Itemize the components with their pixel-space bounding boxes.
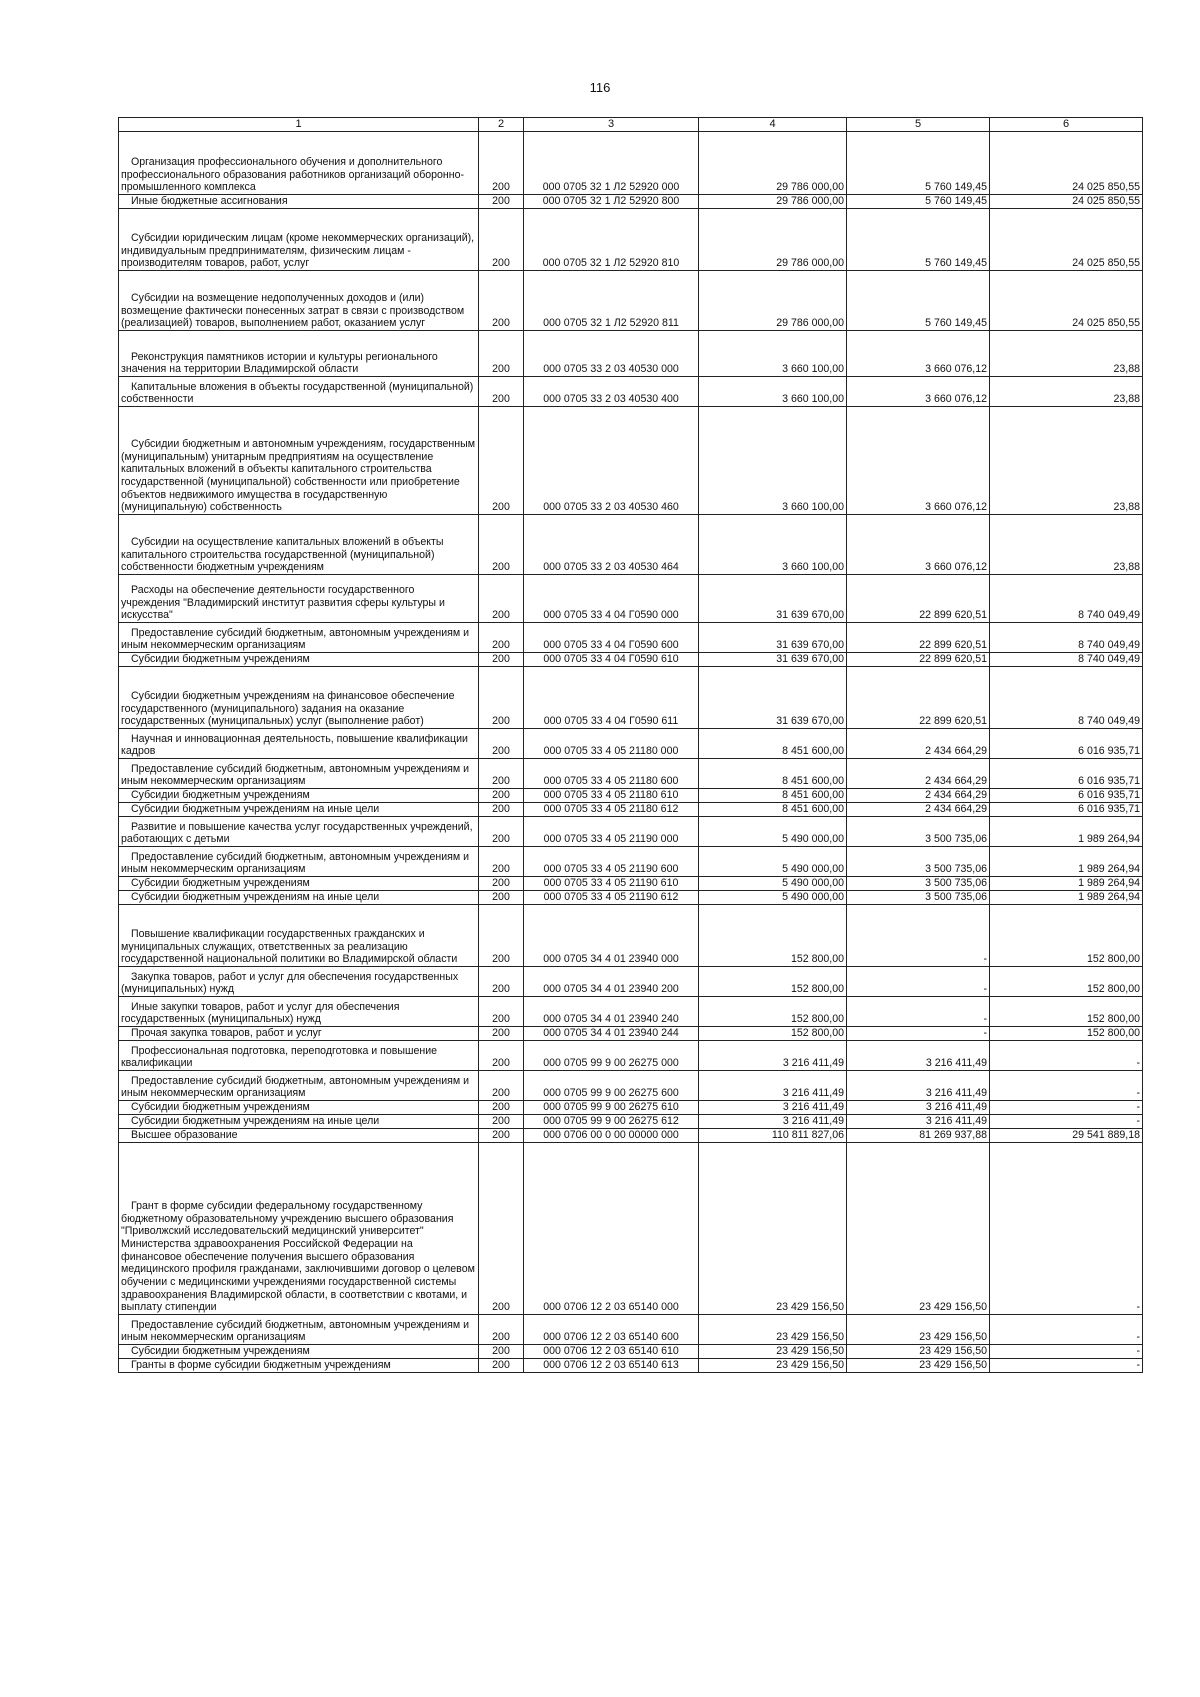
row-col4-cell: 5 490 000,00 — [699, 877, 847, 891]
row-kbk-cell: 000 0706 12 2 03 65140 600 — [524, 1315, 699, 1345]
row-col6-cell: - — [990, 1143, 1143, 1315]
row-name-cell — [119, 331, 479, 377]
row-col5-cell: - — [847, 1027, 990, 1041]
row-name-text: Субсидии бюджетным учреждениям — [131, 653, 310, 666]
row-kbk-cell: 000 0705 33 2 03 40530 460 — [524, 407, 699, 515]
row-kbk-cell: 000 0705 33 4 05 21190 610 — [524, 877, 699, 891]
row-code-cell: 200 — [479, 132, 524, 195]
row-code-cell: 200 — [479, 209, 524, 271]
row-col6-cell: - — [990, 1345, 1143, 1359]
row-col4-cell: 8 451 600,00 — [699, 803, 847, 817]
table-row — [119, 759, 1143, 789]
row-code-cell: 200 — [479, 575, 524, 623]
row-code-cell: 200 — [479, 1041, 524, 1071]
row-col4-cell: 3 660 100,00 — [699, 407, 847, 515]
row-name-cell — [119, 575, 479, 623]
row-col6-cell: 6 016 935,71 — [990, 789, 1143, 803]
row-col6-cell: - — [990, 1315, 1143, 1345]
row-code-cell: 200 — [479, 729, 524, 759]
table-row — [119, 1129, 1143, 1143]
row-code-cell: 200 — [479, 803, 524, 817]
header-cell-3: 3 — [524, 118, 699, 132]
row-col6-cell: 1 989 264,94 — [990, 817, 1143, 847]
row-col5-cell: 3 500 735,06 — [847, 817, 990, 847]
row-kbk-cell: 000 0705 32 1 Л2 52920 800 — [524, 195, 699, 209]
row-col4-cell: 29 786 000,00 — [699, 195, 847, 209]
row-col5-cell: 3 660 076,12 — [847, 377, 990, 407]
table-row — [119, 331, 1143, 377]
row-code-cell: 200 — [479, 847, 524, 877]
row-col6-cell: - — [990, 1041, 1143, 1071]
row-name-cell — [119, 891, 479, 905]
table-row — [119, 1345, 1143, 1359]
row-code-cell: 200 — [479, 653, 524, 667]
header-row — [119, 118, 1143, 132]
row-name-cell — [119, 515, 479, 575]
row-col5-cell: 81 269 937,88 — [847, 1129, 990, 1143]
row-col5-cell: 3 216 411,49 — [847, 1101, 990, 1115]
table-row — [119, 515, 1143, 575]
row-name-cell — [119, 1027, 479, 1041]
row-name-cell — [119, 132, 479, 195]
row-col5-cell: 2 434 664,29 — [847, 759, 990, 789]
row-col6-cell: 1 989 264,94 — [990, 847, 1143, 877]
row-name-text: Субсидии бюджетным учреждениям — [131, 877, 310, 890]
row-code-cell: 200 — [479, 1101, 524, 1115]
row-name-text: Научная и инновационная деятельность, повышение квалификации кадров — [121, 732, 468, 758]
row-name-text: Иные бюджетные ассигнования — [131, 195, 288, 208]
row-code-cell: 200 — [479, 759, 524, 789]
row-name-text: Грант в форме субсидии федеральному государственному бюджетному образовательному учреждению высшего образования "Приволжский исследовательский медицинский университет" Министерства здравоохранения Российской Федерации на финансовое обеспечение получения высшего образования медицинского профиля гражданами, заключившими договор о целевом обучении с медицинскими учреждениями государственной системы здравоохранения Владимирской области, в соответствии с квотами, и выплату стипендии — [121, 1199, 475, 1314]
row-name-cell — [119, 1071, 479, 1101]
row-code-cell: 200 — [479, 195, 524, 209]
row-name-text: Предоставление субсидий бюджетным, автономным учреждениям и иным некоммерческим организациям — [121, 1318, 470, 1344]
row-code-cell: 200 — [479, 1345, 524, 1359]
row-col6-cell: 8 740 049,49 — [990, 653, 1143, 667]
row-col6-cell: 152 800,00 — [990, 967, 1143, 997]
row-name-text: Прочая закупка товаров, работ и услуг — [131, 1027, 322, 1040]
row-name-cell — [119, 729, 479, 759]
row-name-cell — [119, 967, 479, 997]
table-row — [119, 271, 1143, 331]
row-col5-cell: 2 434 664,29 — [847, 803, 990, 817]
table-row — [119, 407, 1143, 515]
row-name-cell — [119, 1101, 479, 1115]
table-row — [119, 1315, 1143, 1345]
row-name-text: Повышение квалификации государственных гражданских и муниципальных служащих, ответственных за реализацию государственной национальной политики во Владимирской области — [121, 928, 458, 966]
row-col4-cell: 152 800,00 — [699, 1027, 847, 1041]
row-name-cell — [119, 759, 479, 789]
table-row — [119, 789, 1143, 803]
row-kbk-cell: 000 0705 34 4 01 23940 000 — [524, 905, 699, 967]
row-kbk-cell: 000 0705 32 1 Л2 52920 000 — [524, 132, 699, 195]
row-col4-cell: 5 490 000,00 — [699, 817, 847, 847]
row-col4-cell: 152 800,00 — [699, 967, 847, 997]
row-name-text: Гранты в форме субсидии бюджетным учреждениям — [131, 1359, 391, 1372]
row-name-text: Субсидии бюджетным учреждениям на финансовое обеспечение государственного (муниципального) задания на оказание государственных (муниципальных) услуг (выполнение работ) — [121, 690, 455, 728]
row-col5-cell: 2 434 664,29 — [847, 789, 990, 803]
table-row — [119, 877, 1143, 891]
table-row — [119, 1071, 1143, 1101]
table-row — [119, 667, 1143, 729]
row-kbk-cell: 000 0705 32 1 Л2 52920 811 — [524, 271, 699, 331]
row-code-cell: 200 — [479, 905, 524, 967]
row-name-text: Капитальные вложения в объекты государственной (муниципальной) собственности — [121, 380, 474, 406]
row-name-cell — [119, 789, 479, 803]
row-name-text: Субсидии бюджетным учреждениям — [131, 1101, 310, 1114]
row-kbk-cell: 000 0705 99 9 00 26275 000 — [524, 1041, 699, 1071]
row-name-cell — [119, 195, 479, 209]
row-col5-cell: 2 434 664,29 — [847, 729, 990, 759]
row-col6-cell: - — [990, 1101, 1143, 1115]
row-name-cell — [119, 905, 479, 967]
row-code-cell: 200 — [479, 1129, 524, 1143]
row-code-cell: 200 — [479, 997, 524, 1027]
row-kbk-cell: 000 0705 99 9 00 26275 612 — [524, 1115, 699, 1129]
row-code-cell: 200 — [479, 967, 524, 997]
row-col5-cell: 3 500 735,06 — [847, 847, 990, 877]
row-kbk-cell: 000 0705 33 2 03 40530 464 — [524, 515, 699, 575]
row-code-cell: 200 — [479, 377, 524, 407]
row-col6-cell: 23,88 — [990, 515, 1143, 575]
row-col5-cell: 3 216 411,49 — [847, 1115, 990, 1129]
row-col5-cell: 22 899 620,51 — [847, 623, 990, 653]
row-col5-cell: - — [847, 905, 990, 967]
table-row — [119, 132, 1143, 195]
row-col5-cell: 5 760 149,45 — [847, 132, 990, 195]
row-kbk-cell: 000 0705 34 4 01 23940 240 — [524, 997, 699, 1027]
row-col4-cell: 31 639 670,00 — [699, 667, 847, 729]
row-name-text: Субсидии бюджетным учреждениям на иные цели — [131, 891, 380, 904]
header-cell-6: 6 — [990, 118, 1143, 132]
row-name-cell — [119, 623, 479, 653]
row-code-cell: 200 — [479, 667, 524, 729]
header-cell-5: 5 — [847, 118, 990, 132]
row-col4-cell: 8 451 600,00 — [699, 759, 847, 789]
row-col6-cell: 6 016 935,71 — [990, 759, 1143, 789]
row-kbk-cell: 000 0705 33 4 05 21190 600 — [524, 847, 699, 877]
row-code-cell: 200 — [479, 1143, 524, 1315]
row-col4-cell: 3 216 411,49 — [699, 1041, 847, 1071]
row-kbk-cell: 000 0705 33 4 04 Г0590 600 — [524, 623, 699, 653]
row-kbk-cell: 000 0705 33 4 05 21180 612 — [524, 803, 699, 817]
row-col5-cell: 5 760 149,45 — [847, 195, 990, 209]
table-row — [119, 377, 1143, 407]
row-col5-cell: 5 760 149,45 — [847, 209, 990, 271]
row-kbk-cell: 000 0705 33 4 05 21180 600 — [524, 759, 699, 789]
row-col4-cell: 3 216 411,49 — [699, 1115, 847, 1129]
row-name-cell — [119, 209, 479, 271]
row-name-cell — [119, 1143, 479, 1315]
table-row — [119, 729, 1143, 759]
row-kbk-cell: 000 0705 33 4 05 21180 000 — [524, 729, 699, 759]
row-name-cell — [119, 1115, 479, 1129]
row-col5-cell: 22 899 620,51 — [847, 667, 990, 729]
table-row — [119, 891, 1143, 905]
row-col6-cell: 1 989 264,94 — [990, 891, 1143, 905]
row-col6-cell: - — [990, 1115, 1143, 1129]
row-name-text: Предоставление субсидий бюджетным, автономным учреждениям и иным некоммерческим организациям — [121, 762, 470, 788]
row-kbk-cell: 000 0706 00 0 00 00000 000 — [524, 1129, 699, 1143]
row-kbk-cell: 000 0705 33 4 05 21190 000 — [524, 817, 699, 847]
row-col6-cell: 29 541 889,18 — [990, 1129, 1143, 1143]
row-kbk-cell: 000 0706 12 2 03 65140 613 — [524, 1359, 699, 1373]
table-row — [119, 967, 1143, 997]
row-col5-cell: 3 500 735,06 — [847, 891, 990, 905]
row-name-cell — [119, 877, 479, 891]
row-code-cell: 200 — [479, 789, 524, 803]
row-code-cell: 200 — [479, 817, 524, 847]
row-col6-cell: 152 800,00 — [990, 997, 1143, 1027]
row-name-text: Предоставление субсидий бюджетным, автономным учреждениям и иным некоммерческим организациям — [121, 1074, 470, 1100]
table-row — [119, 803, 1143, 817]
row-col5-cell: 3 660 076,12 — [847, 331, 990, 377]
row-kbk-cell: 000 0705 34 4 01 23940 200 — [524, 967, 699, 997]
row-col6-cell: 24 025 850,55 — [990, 209, 1143, 271]
row-name-text: Иные закупки товаров, работ и услуг для обеспечения государственных (муниципальных) нужд — [121, 1000, 400, 1026]
row-col5-cell: 23 429 156,50 — [847, 1143, 990, 1315]
row-name-cell — [119, 407, 479, 515]
row-code-cell: 200 — [479, 515, 524, 575]
header-cell-4: 4 — [699, 118, 847, 132]
row-name-cell — [119, 653, 479, 667]
row-col4-cell: 3 216 411,49 — [699, 1071, 847, 1101]
row-name-cell — [119, 271, 479, 331]
row-col4-cell: 3 660 100,00 — [699, 515, 847, 575]
table-row — [119, 997, 1143, 1027]
row-col4-cell: 8 451 600,00 — [699, 789, 847, 803]
row-kbk-cell: 000 0705 33 2 03 40530 400 — [524, 377, 699, 407]
row-name-cell — [119, 1359, 479, 1373]
row-kbk-cell: 000 0705 33 4 05 21190 612 — [524, 891, 699, 905]
row-col4-cell: 29 786 000,00 — [699, 209, 847, 271]
row-name-text: Субсидии бюджетным учреждениям — [131, 1345, 310, 1358]
table-row — [119, 1041, 1143, 1071]
row-col6-cell: - — [990, 1071, 1143, 1101]
row-col4-cell: 29 786 000,00 — [699, 271, 847, 331]
row-name-text: Субсидии юридическим лицам (кроме некоммерческих организаций), индивидуальным предпринимателям, физическим лицам - производителям товаров, работ, услуг — [121, 232, 475, 270]
row-col6-cell: - — [990, 1359, 1143, 1373]
row-kbk-cell: 000 0705 33 2 03 40530 000 — [524, 331, 699, 377]
row-name-text: Высшее образование — [131, 1129, 238, 1142]
row-name-cell — [119, 997, 479, 1027]
table-row — [119, 209, 1143, 271]
row-name-cell — [119, 377, 479, 407]
row-name-text: Субсидии бюджетным учреждениям на иные цели — [131, 1115, 380, 1128]
row-col5-cell: 23 429 156,50 — [847, 1359, 990, 1373]
row-col6-cell: 24 025 850,55 — [990, 271, 1143, 331]
row-col6-cell: 6 016 935,71 — [990, 803, 1143, 817]
table-row — [119, 195, 1143, 209]
row-col4-cell: 152 800,00 — [699, 997, 847, 1027]
row-name-text: Реконструкция памятников истории и культуры регионального значения на территории Владимирской области — [121, 350, 438, 376]
row-col6-cell: 23,88 — [990, 331, 1143, 377]
row-col6-cell: 8 740 049,49 — [990, 575, 1143, 623]
row-name-text: Субсидии бюджетным и автономным учреждениям, государственным (муниципальным) унитарным предприятиям на осуществление капитальных вложений в объекты капитального строительства государственной (муниципальной) собственности или приобретение объектов недвижимого имущества в государственную (муниципальную) собственность — [121, 437, 476, 514]
table-body — [119, 132, 1143, 1373]
row-name-text: Расходы на обеспечение деятельности государственного учреждения "Владимирский институт развития сферы культуры и искусства" — [121, 584, 445, 622]
row-col4-cell: 23 429 156,50 — [699, 1359, 847, 1373]
row-name-text: Предоставление субсидий бюджетным, автономным учреждениям и иным некоммерческим организациям — [121, 626, 470, 652]
row-name-text: Предоставление субсидий бюджетным, автономным учреждениям и иным некоммерческим организациям — [121, 850, 470, 876]
row-name-text: Профессиональная подготовка, переподготовка и повышение квалификации — [121, 1044, 438, 1070]
row-col6-cell: 1 989 264,94 — [990, 877, 1143, 891]
row-name-cell — [119, 667, 479, 729]
row-code-cell: 200 — [479, 623, 524, 653]
row-name-cell — [119, 817, 479, 847]
row-code-cell: 200 — [479, 1115, 524, 1129]
row-col5-cell: 22 899 620,51 — [847, 575, 990, 623]
table-row — [119, 1027, 1143, 1041]
budget-table — [118, 117, 1143, 1373]
row-col4-cell: 3 660 100,00 — [699, 331, 847, 377]
row-col5-cell: 5 760 149,45 — [847, 271, 990, 331]
row-code-cell: 200 — [479, 1315, 524, 1345]
row-col6-cell: 24 025 850,55 — [990, 132, 1143, 195]
row-col5-cell: - — [847, 967, 990, 997]
row-col6-cell: 8 740 049,49 — [990, 667, 1143, 729]
page-number: 116 — [589, 80, 611, 95]
row-col6-cell: 6 016 935,71 — [990, 729, 1143, 759]
table-row — [119, 817, 1143, 847]
row-col5-cell: - — [847, 997, 990, 1027]
row-kbk-cell: 000 0706 12 2 03 65140 610 — [524, 1345, 699, 1359]
row-col4-cell: 8 451 600,00 — [699, 729, 847, 759]
table-row — [119, 1101, 1143, 1115]
row-col4-cell: 152 800,00 — [699, 905, 847, 967]
row-col6-cell: 152 800,00 — [990, 905, 1143, 967]
row-col5-cell: 3 660 076,12 — [847, 515, 990, 575]
row-col5-cell: 3 660 076,12 — [847, 407, 990, 515]
row-col4-cell: 23 429 156,50 — [699, 1143, 847, 1315]
row-code-cell: 200 — [479, 891, 524, 905]
table-row — [119, 653, 1143, 667]
row-col5-cell: 23 429 156,50 — [847, 1345, 990, 1359]
row-kbk-cell: 000 0705 32 1 Л2 52920 810 — [524, 209, 699, 271]
row-kbk-cell: 000 0705 33 4 05 21180 610 — [524, 789, 699, 803]
table-row — [119, 905, 1143, 967]
row-name-cell — [119, 803, 479, 817]
row-col4-cell: 31 639 670,00 — [699, 623, 847, 653]
row-name-cell — [119, 1041, 479, 1071]
row-col4-cell: 29 786 000,00 — [699, 132, 847, 195]
table-row — [119, 623, 1143, 653]
row-col6-cell: 8 740 049,49 — [990, 623, 1143, 653]
header-cell-2: 2 — [479, 118, 524, 132]
row-name-text: Субсидии бюджетным учреждениям на иные цели — [131, 803, 380, 816]
row-code-cell: 200 — [479, 1027, 524, 1041]
row-col4-cell: 5 490 000,00 — [699, 847, 847, 877]
row-col4-cell: 31 639 670,00 — [699, 653, 847, 667]
row-name-text: Организация профессионального обучения и дополнительного профессионального образования работников организаций оборонно-промышленного комплекса — [121, 156, 465, 194]
row-name-cell — [119, 847, 479, 877]
row-col4-cell: 31 639 670,00 — [699, 575, 847, 623]
row-code-cell: 200 — [479, 331, 524, 377]
table-row — [119, 575, 1143, 623]
row-name-text: Субсидии бюджетным учреждениям — [131, 789, 310, 802]
row-col4-cell: 23 429 156,50 — [699, 1315, 847, 1345]
row-kbk-cell: 000 0705 34 4 01 23940 244 — [524, 1027, 699, 1041]
row-col5-cell: 22 899 620,51 — [847, 653, 990, 667]
row-code-cell: 200 — [479, 1071, 524, 1101]
row-col4-cell: 3 216 411,49 — [699, 1101, 847, 1115]
table-row — [119, 1115, 1143, 1129]
row-kbk-cell: 000 0705 33 4 04 Г0590 000 — [524, 575, 699, 623]
row-col6-cell: 152 800,00 — [990, 1027, 1143, 1041]
row-kbk-cell: 000 0705 99 9 00 26275 600 — [524, 1071, 699, 1101]
row-col5-cell: 23 429 156,50 — [847, 1315, 990, 1345]
row-kbk-cell: 000 0705 99 9 00 26275 610 — [524, 1101, 699, 1115]
row-code-cell: 200 — [479, 271, 524, 331]
table-row — [119, 1359, 1143, 1373]
row-col4-cell: 110 811 827,06 — [699, 1129, 847, 1143]
row-name-cell — [119, 1345, 479, 1359]
table-row — [119, 847, 1143, 877]
row-col4-cell: 23 429 156,50 — [699, 1345, 847, 1359]
row-code-cell: 200 — [479, 1359, 524, 1373]
row-name-text: Субсидии на возмещение недополученных доходов и (или) возмещение фактически понесенных затрат в связи с производством (реализацией) товаров, выполнением работ, оказанием услуг — [121, 292, 465, 330]
row-col5-cell: 3 216 411,49 — [847, 1071, 990, 1101]
row-name-cell — [119, 1129, 479, 1143]
row-kbk-cell: 000 0705 33 4 04 Г0590 610 — [524, 653, 699, 667]
row-col6-cell: 23,88 — [990, 407, 1143, 515]
row-code-cell: 200 — [479, 407, 524, 515]
row-col4-cell: 3 660 100,00 — [699, 377, 847, 407]
row-col5-cell: 3 500 735,06 — [847, 877, 990, 891]
row-name-text: Субсидии на осуществление капитальных вложений в объекты капитального строительства государственной (муниципальной) собственности бюджетным учреждениям — [121, 536, 444, 574]
row-name-text: Развитие и повышение качества услуг государственных учреждений, работающих с детьми — [121, 820, 473, 846]
row-code-cell: 200 — [479, 877, 524, 891]
row-col6-cell: 24 025 850,55 — [990, 195, 1143, 209]
table-row — [119, 1143, 1143, 1315]
row-name-text: Закупка товаров, работ и услуг для обеспечения государственных (муниципальных) нужд — [121, 970, 459, 996]
row-kbk-cell: 000 0706 12 2 03 65140 000 — [524, 1143, 699, 1315]
row-col4-cell: 5 490 000,00 — [699, 891, 847, 905]
row-col5-cell: 3 216 411,49 — [847, 1041, 990, 1071]
row-col6-cell: 23,88 — [990, 377, 1143, 407]
header-cell-1: 1 — [119, 118, 479, 132]
row-kbk-cell: 000 0705 33 4 04 Г0590 611 — [524, 667, 699, 729]
row-name-cell — [119, 1315, 479, 1345]
